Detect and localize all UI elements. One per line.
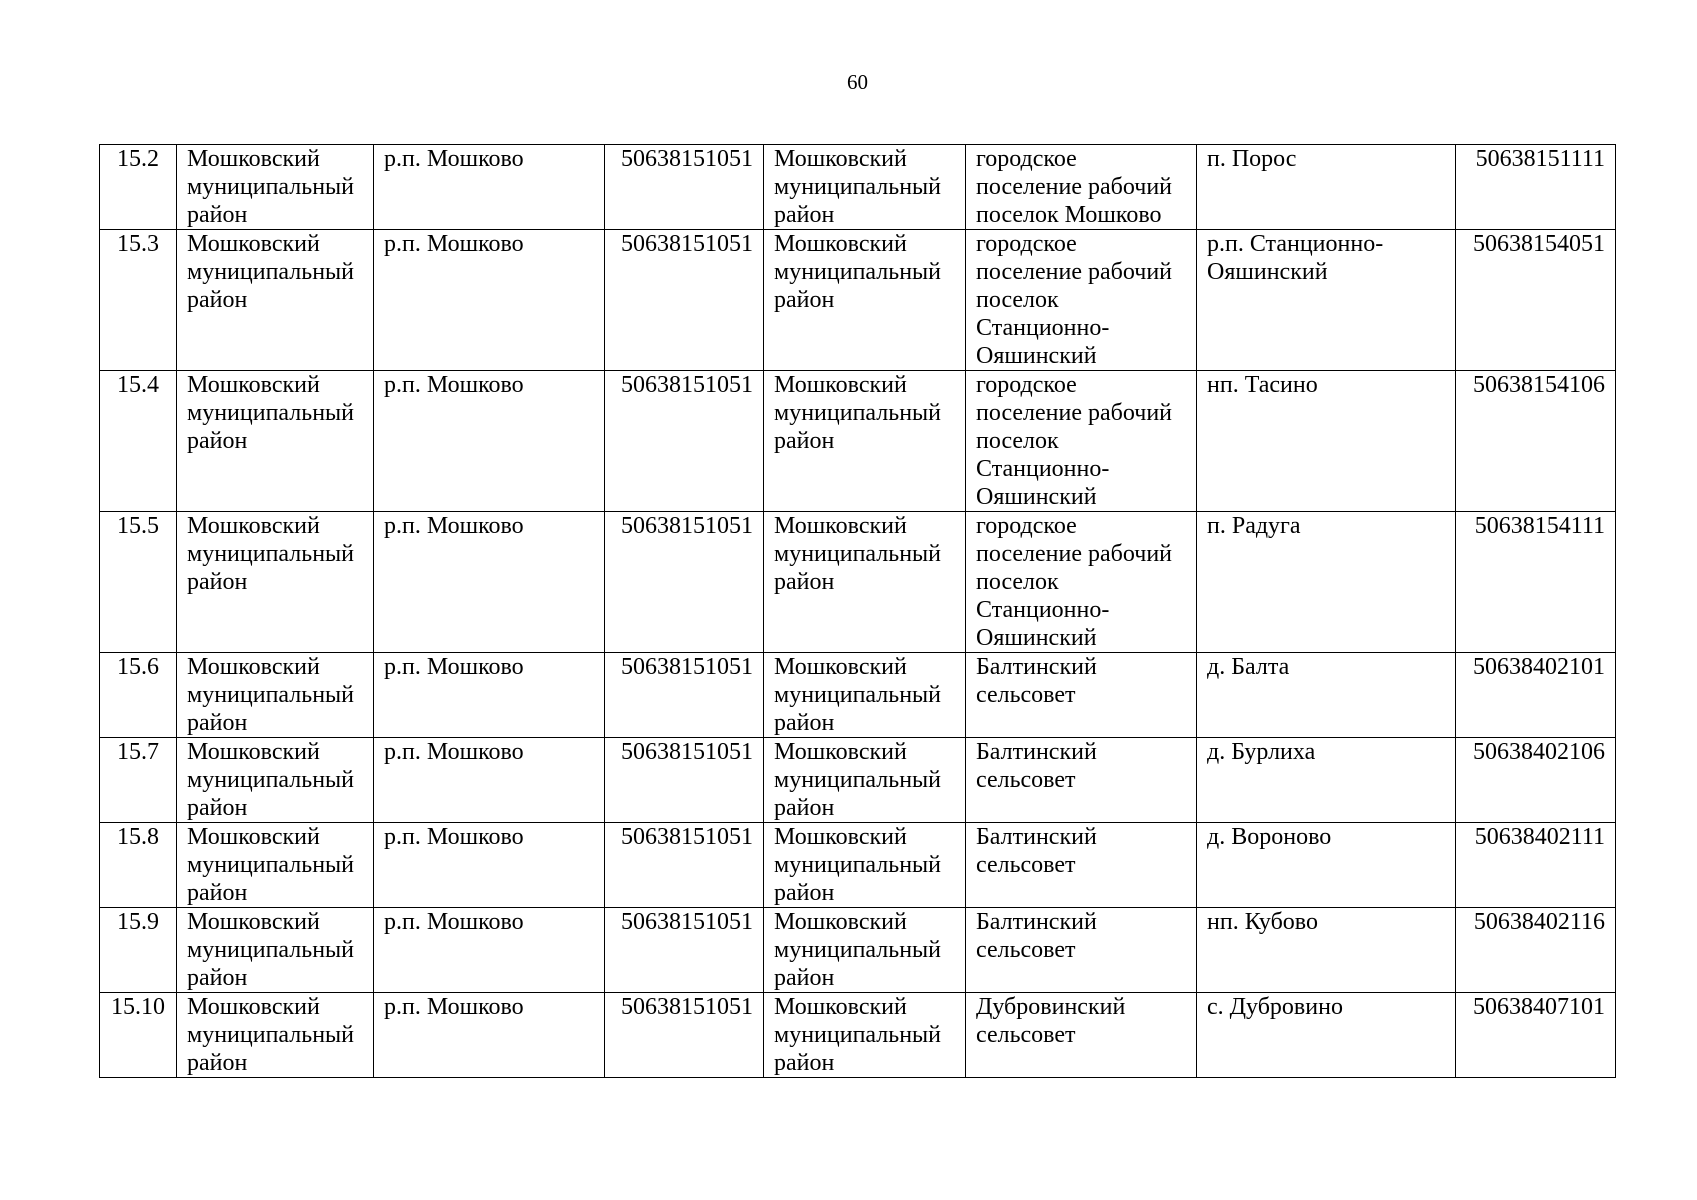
row-number: 15.9 — [100, 908, 177, 993]
locality-code-cell: 50638407101 — [1456, 993, 1616, 1078]
center-code-cell: 50638151051 — [605, 512, 764, 653]
center-code-cell: 50638151051 — [605, 371, 764, 512]
locality-code-cell: 50638154106 — [1456, 371, 1616, 512]
center-cell: р.п. Мошково — [374, 993, 605, 1078]
municipality-cell: Мошковский муниципальный район — [764, 230, 966, 371]
municipality-cell: Мошковский муниципальный район — [764, 993, 966, 1078]
center-code-cell: 50638151051 — [605, 908, 764, 993]
locality-code-cell: 50638151111 — [1456, 145, 1616, 230]
locality-cell: п. Порос — [1197, 145, 1456, 230]
settlement-cell: Балтинский сельсовет — [966, 823, 1197, 908]
locality-cell: нп. Тасино — [1197, 371, 1456, 512]
center-code-cell: 50638151051 — [605, 145, 764, 230]
table-row — [100, 908, 1616, 993]
row-number: 15.3 — [100, 230, 177, 371]
settlement-cell: Балтинский сельсовет — [966, 738, 1197, 823]
center-cell: р.п. Мошково — [374, 738, 605, 823]
district-cell: Мошковский муниципальный район — [177, 738, 374, 823]
locality-cell: д. Бурлиха — [1197, 738, 1456, 823]
settlement-cell: Балтинский сельсовет — [966, 908, 1197, 993]
municipality-cell: Мошковский муниципальный район — [764, 145, 966, 230]
settlement-cell: Дубровинский сельсовет — [966, 993, 1197, 1078]
center-code-cell: 50638151051 — [605, 653, 764, 738]
locality-cell: д. Балта — [1197, 653, 1456, 738]
locality-code-cell: 50638402101 — [1456, 653, 1616, 738]
center-cell: р.п. Мошково — [374, 512, 605, 653]
locality-code-cell: 50638154051 — [1456, 230, 1616, 371]
table-row — [100, 653, 1616, 738]
locality-code-cell: 50638154111 — [1456, 512, 1616, 653]
locality-cell: д. Вороново — [1197, 823, 1456, 908]
municipality-cell: Мошковский муниципальный район — [764, 823, 966, 908]
settlement-cell: городское поселение рабочий поселок Станционно-Ояшинский — [966, 512, 1197, 653]
center-code-cell: 50638151051 — [605, 230, 764, 371]
settlement-cell: городское поселение рабочий поселок Станционно-Ояшинский — [966, 230, 1197, 371]
locality-cell: нп. Кубово — [1197, 908, 1456, 993]
table-row — [100, 993, 1616, 1078]
row-number: 15.8 — [100, 823, 177, 908]
settlements-table — [99, 144, 1616, 1078]
district-cell: Мошковский муниципальный район — [177, 993, 374, 1078]
locality-cell: п. Радуга — [1197, 512, 1456, 653]
district-cell: Мошковский муниципальный район — [177, 230, 374, 371]
locality-cell: с. Дубровино — [1197, 993, 1456, 1078]
table-row — [100, 371, 1616, 512]
row-number: 15.5 — [100, 512, 177, 653]
table-row — [100, 738, 1616, 823]
district-cell: Мошковский муниципальный район — [177, 145, 374, 230]
district-cell: Мошковский муниципальный район — [177, 512, 374, 653]
municipality-cell: Мошковский муниципальный район — [764, 371, 966, 512]
table-row — [100, 145, 1616, 230]
center-cell: р.п. Мошково — [374, 653, 605, 738]
municipality-cell: Мошковский муниципальный район — [764, 908, 966, 993]
center-code-cell: 50638151051 — [605, 823, 764, 908]
center-cell: р.п. Мошково — [374, 230, 605, 371]
row-number: 15.10 — [100, 993, 177, 1078]
municipality-cell: Мошковский муниципальный район — [764, 653, 966, 738]
district-cell: Мошковский муниципальный район — [177, 823, 374, 908]
row-number: 15.7 — [100, 738, 177, 823]
row-number: 15.4 — [100, 371, 177, 512]
center-cell: р.п. Мошково — [374, 908, 605, 993]
row-number: 15.2 — [100, 145, 177, 230]
table-row — [100, 512, 1616, 653]
center-cell: р.п. Мошково — [374, 145, 605, 230]
row-number: 15.6 — [100, 653, 177, 738]
table-body — [100, 145, 1616, 1078]
district-cell: Мошковский муниципальный район — [177, 908, 374, 993]
municipality-cell: Мошковский муниципальный район — [764, 738, 966, 823]
center-code-cell: 50638151051 — [605, 993, 764, 1078]
municipality-cell: Мошковский муниципальный район — [764, 512, 966, 653]
settlement-cell: Балтинский сельсовет — [966, 653, 1197, 738]
locality-code-cell: 50638402116 — [1456, 908, 1616, 993]
table-row — [100, 823, 1616, 908]
locality-code-cell: 50638402111 — [1456, 823, 1616, 908]
district-cell: Мошковский муниципальный район — [177, 371, 374, 512]
center-code-cell: 50638151051 — [605, 738, 764, 823]
page-number: 60 — [847, 70, 868, 94]
locality-code-cell: 50638402106 — [1456, 738, 1616, 823]
table-row — [100, 230, 1616, 371]
settlement-cell: городское поселение рабочий поселок Станционно-Ояшинский — [966, 371, 1197, 512]
center-cell: р.п. Мошково — [374, 823, 605, 908]
locality-cell: р.п. Станционно-Ояшинский — [1197, 230, 1456, 371]
district-cell: Мошковский муниципальный район — [177, 653, 374, 738]
settlement-cell: городское поселение рабочий поселок Мошково — [966, 145, 1197, 230]
center-cell: р.п. Мошково — [374, 371, 605, 512]
